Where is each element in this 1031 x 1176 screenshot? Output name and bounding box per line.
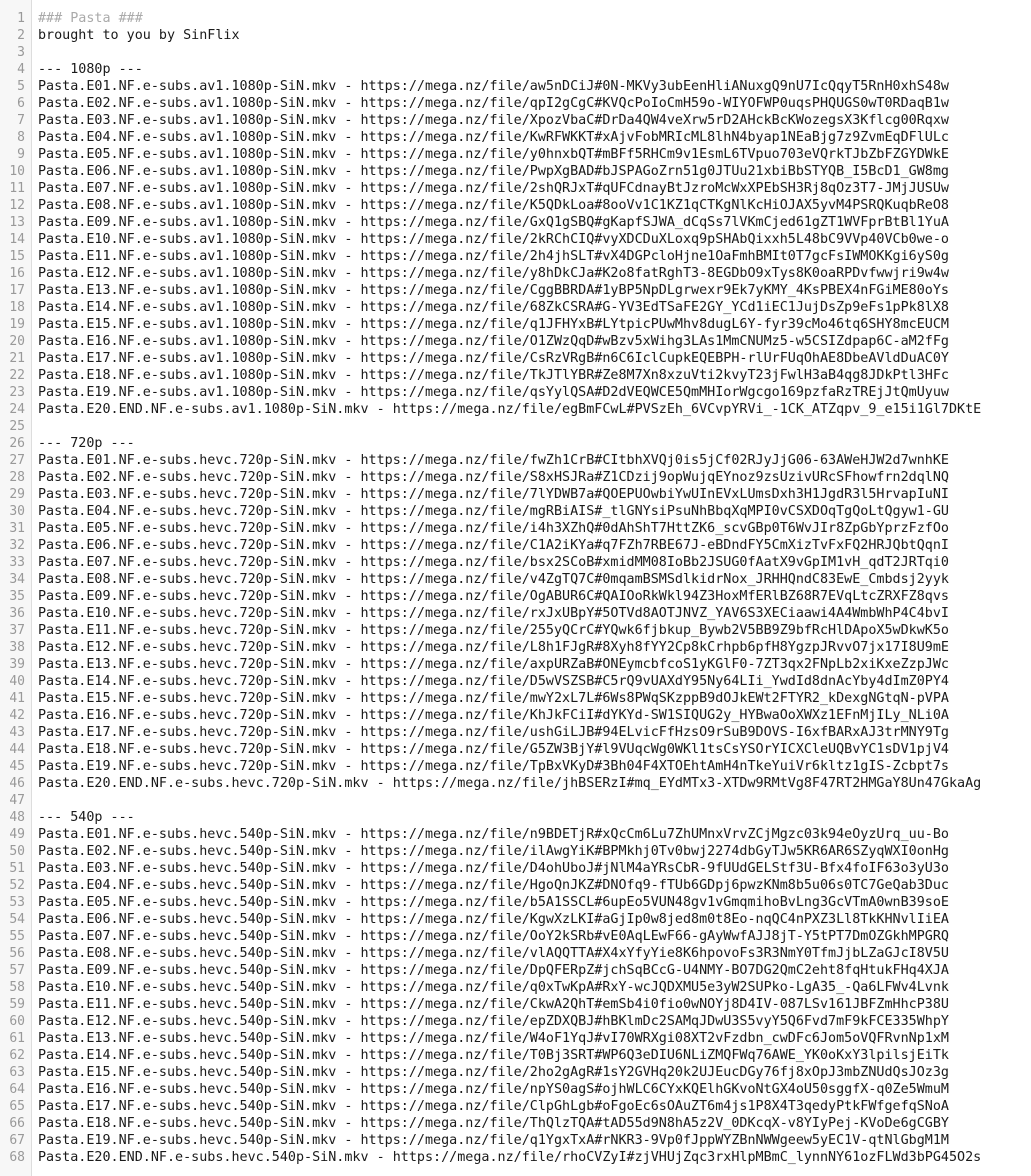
text-line[interactable]: Pasta.E03.NF.e-subs.av1.1080p-SiN.mkv - https://mega.nz/file/XpozVbaC#DrDa4QW4veXrw5rD2AHckBcKWozegsX3Kflcg00Rqxw — [38, 113, 949, 128]
line-number: 32 — [9, 538, 25, 553]
text-line[interactable]: Pasta.E11.NF.e-subs.hevc.540p-SiN.mkv - https://mega.nz/file/CkwA2QhT#emSb4i0fio0wNOYj8D4IV-087LSv161JBFZmHhcP38U — [38, 997, 949, 1012]
text-line[interactable]: Pasta.E01.NF.e-subs.av1.1080p-SiN.mkv - https://mega.nz/file/aw5nDCiJ#0N-MKVy3ubEenHliANuxgQ9nU7IcQqyT5RnH0xhS48w — [38, 79, 949, 94]
line-number: 24 — [9, 402, 25, 417]
line-number: 57 — [9, 963, 25, 978]
line-number: 15 — [9, 249, 25, 264]
text-line[interactable]: --- 720p --- — [38, 436, 135, 451]
text-line[interactable]: Pasta.E03.NF.e-subs.hevc.720p-SiN.mkv - https://mega.nz/file/7lYDWB7a#QOEPUOwbiYwUInEVxLUmsDxh3H1JgdR3l5HrvapIuNI — [38, 487, 949, 502]
line-number: 26 — [9, 436, 25, 451]
line-number: 19 — [9, 317, 25, 332]
text-line[interactable] — [38, 792, 1031, 809]
text-line[interactable]: Pasta.E09.NF.e-subs.hevc.540p-SiN.mkv - https://mega.nz/file/DpQFERpZ#jchSqBCcG-U4NMY-BO7DG2QmC2eht8fqHtukFHq4XJA — [38, 963, 949, 978]
text-line[interactable]: Pasta.E06.NF.e-subs.hevc.540p-SiN.mkv - https://mega.nz/file/KgwXzLKI#aGjIp0w8jed8m0t8Eo-nqQC4nPXZ3Ll8TkKHNvlIiEA — [38, 912, 949, 927]
text-line[interactable]: Pasta.E04.NF.e-subs.hevc.720p-SiN.mkv - https://mega.nz/file/mgRBiAIS#_tlGNYsiPsuNhBbqXqMPI0vCSXDOqTgQoLtQgyw1-GU — [38, 504, 949, 519]
text-line[interactable]: Pasta.E09.NF.e-subs.av1.1080p-SiN.mkv - https://mega.nz/file/GxQ1gSBQ#gKapfSJWA_dCqSs7lVKmCjed61gZT1WVFprBtBl1YuA — [38, 215, 949, 230]
line-number: 17 — [9, 283, 25, 298]
line-number: 54 — [9, 912, 25, 927]
line-number: 42 — [9, 708, 25, 723]
line-number: 66 — [9, 1116, 25, 1131]
line-number: 2 — [17, 28, 25, 43]
line-number: 1 — [17, 11, 25, 26]
line-number: 25 — [9, 419, 25, 434]
line-number: 18 — [9, 300, 25, 315]
text-line[interactable]: --- 540p --- — [38, 810, 135, 825]
text-line[interactable]: Pasta.E17.NF.e-subs.hevc.540p-SiN.mkv - https://mega.nz/file/ClpGhLgb#oFgoEc6sOAuZT6m4js1P8X4T3qedyPtkFWfgefqSNoA — [38, 1099, 949, 1114]
line-number: 64 — [9, 1082, 25, 1097]
text-content-area[interactable] — [32, 0, 1031, 1176]
line-number: 22 — [9, 368, 25, 383]
line-number: 50 — [9, 844, 25, 859]
text-line[interactable]: Pasta.E08.NF.e-subs.hevc.540p-SiN.mkv - https://mega.nz/file/vlAQQTTA#X4xYfyYie8K6hpovoFs3R3NmY0TfmJjbLZaGJcI8V5U — [38, 946, 949, 961]
text-line[interactable]: Pasta.E15.NF.e-subs.av1.1080p-SiN.mkv - https://mega.nz/file/q1JFHYxB#LYtpicPUwMhv8dugL6Y-fyr39cMo46tq6SHY8mcEUCM — [38, 317, 949, 332]
text-line[interactable]: Pasta.E04.NF.e-subs.hevc.540p-SiN.mkv - https://mega.nz/file/HgoQnJKZ#DNOfq9-fTUb6GDpj6pwzKNm8b5u06s0TC7GeQab3Duc — [38, 878, 949, 893]
text-line[interactable]: Pasta.E18.NF.e-subs.hevc.720p-SiN.mkv - https://mega.nz/file/G5ZW3BjY#l9VUqcWg0WKl1tsCsYSOrYICXCleUQBvYC1sDV1pjV4 — [38, 742, 949, 757]
text-line[interactable]: Pasta.E11.NF.e-subs.av1.1080p-SiN.mkv - https://mega.nz/file/2h4jhSLT#vX4DGPcloHjne1OaFmhBMIt0T7gcFsIWMOKKgi6yS0g — [38, 249, 949, 264]
text-line[interactable]: Pasta.E15.NF.e-subs.hevc.720p-SiN.mkv - https://mega.nz/file/mwY2xL7L#6Ws8PWqSKzppB9dOJkEWt2FTYR2_kDexgNGtqN-pVPA — [38, 691, 949, 706]
text-line[interactable]: Pasta.E20.END.NF.e-subs.av1.1080p-SiN.mkv - https://mega.nz/file/egBmFCwL#PVSzEh_6VCvpYRVi_-1CK_ATZqpv_9_e15i1Gl7DKtE — [38, 402, 982, 417]
text-line[interactable]: Pasta.E04.NF.e-subs.av1.1080p-SiN.mkv - https://mega.nz/file/KwRFWKKT#xAjvFobMRIcML8lhN4byap1NEaBjg7z9ZvmEqDFlULc — [38, 130, 949, 145]
line-number: 14 — [9, 232, 25, 247]
text-line[interactable]: Pasta.E12.NF.e-subs.hevc.540p-SiN.mkv - https://mega.nz/file/epZDXQBJ#hBKlmDc2SAMqJDwU3S5vyY5Q6Fvd7mF9kFCE335WhpY — [38, 1014, 949, 1029]
line-number: 60 — [9, 1014, 25, 1029]
line-number: 59 — [9, 997, 25, 1012]
line-number: 37 — [9, 623, 25, 638]
line-number: 13 — [9, 215, 25, 230]
line-number: 36 — [9, 606, 25, 621]
text-line[interactable]: Pasta.E18.NF.e-subs.hevc.540p-SiN.mkv - https://mega.nz/file/ThQlzTQA#tAD55d9N8hA5z2V_0DKcqX-v8YIyPej-KVoDe6gCGBY — [38, 1116, 949, 1131]
line-number: 27 — [9, 453, 25, 468]
line-number: 65 — [9, 1099, 25, 1114]
line-number: 53 — [9, 895, 25, 910]
text-line[interactable]: Pasta.E10.NF.e-subs.hevc.540p-SiN.mkv - https://mega.nz/file/q0xTwKpA#RxY-wcJQDXMU5e3yW2SUPko-LgA35_-Qa6LFWv4Lvnk — [38, 980, 949, 995]
text-line[interactable]: brought to you by SinFlix — [38, 28, 240, 43]
line-number: 62 — [9, 1048, 25, 1063]
line-number: 46 — [9, 776, 25, 791]
line-number: 34 — [9, 572, 25, 587]
text-line[interactable]: Pasta.E02.NF.e-subs.hevc.540p-SiN.mkv - https://mega.nz/file/ilAwgYiK#BPMkhj0Tv0bwj2274dbGyTJw5KR6AR6SZyqWXI0onHg — [38, 844, 949, 859]
line-number: 10 — [9, 164, 25, 179]
text-line[interactable]: Pasta.E16.NF.e-subs.hevc.720p-SiN.mkv - https://mega.nz/file/KhJkFCiI#dYKYd-SW1SIQUG2y_HYBwaOoXWXz1EFnMjILy_NLi0A — [38, 708, 949, 723]
text-line[interactable]: Pasta.E08.NF.e-subs.av1.1080p-SiN.mkv - https://mega.nz/file/K5QDkLoa#8ooVv1C1KZ1qCTKgNlKcHiOJAX5yvM4PSRQKuqbReO8 — [38, 198, 949, 213]
text-line[interactable]: Pasta.E13.NF.e-subs.av1.1080p-SiN.mkv - https://mega.nz/file/CggBBRDA#1yBP5NpDLgrwexr9Ek7yKMY_4KsPBEX4nFGiME80oYs — [38, 283, 949, 298]
line-number: 49 — [9, 827, 25, 842]
text-line[interactable]: Pasta.E17.NF.e-subs.av1.1080p-SiN.mkv - https://mega.nz/file/CsRzVRgB#n6C6IclCupkEQEBPH-rlUrFUqOhAE8DbeAVldDuAC0Y — [38, 351, 949, 366]
text-line[interactable]: Pasta.E13.NF.e-subs.hevc.720p-SiN.mkv - https://mega.nz/file/axpURZaB#ONEymcbfcoS1yKGlF0-7ZT3qx2FNpLb2xiKxeZzpJWc — [38, 657, 949, 672]
line-number: 52 — [9, 878, 25, 893]
line-number: 8 — [17, 130, 25, 145]
text-line[interactable]: Pasta.E20.END.NF.e-subs.hevc.720p-SiN.mkv - https://mega.nz/file/jhBSERzI#mq_EYdMTx3-XTDw9RMtVg8F47RT2HMGaY8Un47GkaAg — [38, 776, 982, 791]
line-number: 21 — [9, 351, 25, 366]
text-line[interactable]: Pasta.E14.NF.e-subs.hevc.720p-SiN.mkv - https://mega.nz/file/D5wVSZSB#C5rQ9vUAXdY95Ny64LIi_YwdId8dnAcYby4dImZ0PY4 — [38, 674, 949, 689]
text-line[interactable]: Pasta.E17.NF.e-subs.hevc.720p-SiN.mkv - https://mega.nz/file/ushGiLJB#94ELvicFfHzsO9rSuB9DOVS-I6xfBARxAJ3trMNY9Tg — [38, 725, 949, 740]
line-number: 63 — [9, 1065, 25, 1080]
text-line[interactable]: Pasta.E06.NF.e-subs.av1.1080p-SiN.mkv - https://mega.nz/file/PwpXgBAD#bJSPAGoZrn51g0JTUu21xbiBbSTYQB_I5BcD1_GW8mg — [38, 164, 949, 179]
line-number: 43 — [9, 725, 25, 740]
text-line[interactable]: Pasta.E19.NF.e-subs.hevc.540p-SiN.mkv - https://mega.nz/file/q1YgxTxA#rNKR3-9Vp0fJppWYZBnNWWgeew5yEC1V-qtNlGbgM1M — [38, 1133, 949, 1148]
text-line[interactable]: Pasta.E13.NF.e-subs.hevc.540p-SiN.mkv - https://mega.nz/file/W4oF1YqJ#vI70WRXgi08XT2vFzdbn_cwDFc6Jom5oVQFRvnNp1xM — [38, 1031, 949, 1046]
text-line[interactable]: Pasta.E03.NF.e-subs.hevc.540p-SiN.mkv - https://mega.nz/file/D4ohUboJ#jNlM4aYRsCbR-9fUUdGELStf3U-Bfx4foIF63o3yU3o — [38, 861, 949, 876]
line-number: 41 — [9, 691, 25, 706]
text-line[interactable]: Pasta.E09.NF.e-subs.hevc.720p-SiN.mkv - https://mega.nz/file/OgABUR6C#QAIOoRkWkl94Z3HoxMfERlBZ68R7EVqLtcZRXFZ8qvs — [38, 589, 949, 604]
text-line[interactable] — [38, 418, 1031, 435]
line-number: 20 — [9, 334, 25, 349]
text-line[interactable]: Pasta.E07.NF.e-subs.hevc.720p-SiN.mkv - https://mega.nz/file/bsx2SCoB#xmidMM08IoBb2JSUG0fAatX9vGpIM1vH_qdT2JRTqi0 — [38, 555, 949, 570]
line-number: 55 — [9, 929, 25, 944]
line-number: 67 — [9, 1133, 25, 1148]
line-number: 33 — [9, 555, 25, 570]
text-line[interactable]: Pasta.E12.NF.e-subs.av1.1080p-SiN.mkv - https://mega.nz/file/y8hDkCJa#K2o8fatRghT3-8EGDbO9xTys8K0oaRPDvfwwjri9w4w — [38, 266, 949, 281]
text-line[interactable]: --- 1080p --- — [38, 62, 143, 77]
line-number: 23 — [9, 385, 25, 400]
text-line[interactable]: Pasta.E06.NF.e-subs.hevc.720p-SiN.mkv - https://mega.nz/file/C1A2iKYa#q7FZh7RBE67J-eBDndFY5CmXizTvFxFQ2HRJQbtQqnI — [38, 538, 949, 553]
text-line[interactable]: Pasta.E16.NF.e-subs.av1.1080p-SiN.mkv - https://mega.nz/file/O1ZWzQqD#wBzv5xWihg3LAs1MmCNUMz5-w5CSIZdpap6C-aM2fFg — [38, 334, 949, 349]
line-number: 16 — [9, 266, 25, 281]
text-line[interactable]: Pasta.E18.NF.e-subs.av1.1080p-SiN.mkv - https://mega.nz/file/TkJTlYBR#Ze8M7Xn8xzuVti2kvyT23jFwlH3aB4qg8JDkPtl3HFc — [38, 368, 949, 383]
text-line[interactable]: Pasta.E10.NF.e-subs.av1.1080p-SiN.mkv - https://mega.nz/file/2kRChCIQ#vyXDCDuXLoxq9pSHAbQixxh5L48bC9VVp40VCb0we-o — [38, 232, 949, 247]
text-line[interactable]: Pasta.E07.NF.e-subs.hevc.540p-SiN.mkv - https://mega.nz/file/OoY2kSRb#vE0AqLEwF66-gAyWwfAJJ8jT-Y5tPT7DmOZGkhMPGRQ — [38, 929, 949, 944]
line-number: 61 — [9, 1031, 25, 1046]
text-line[interactable]: Pasta.E14.NF.e-subs.av1.1080p-SiN.mkv - https://mega.nz/file/68ZkCSRA#G-YV3EdTSaFE2GY_YCd1iEC1JujDsZp9eFs1pPk8lX8 — [38, 300, 949, 315]
text-line[interactable]: Pasta.E05.NF.e-subs.av1.1080p-SiN.mkv - https://mega.nz/file/y0hnxbQT#mBFf5RHCm9v1EsmL6TVpuo703eVQrkTJbZbFZGYDWkE — [38, 147, 949, 162]
line-number: 51 — [9, 861, 25, 876]
text-line[interactable]: Pasta.E08.NF.e-subs.hevc.720p-SiN.mkv - https://mega.nz/file/v4ZgTQ7C#0mqamBSMSdlkidrNox_JRHHQndC83EwE_Cmbdsj2yyk — [38, 572, 949, 587]
line-number: 44 — [9, 742, 25, 757]
line-number: 48 — [9, 810, 25, 825]
text-line[interactable]: Pasta.E01.NF.e-subs.hevc.540p-SiN.mkv - https://mega.nz/file/n9BDETjR#xQcCm6Lu7ZhUMnxVrvZCjMgzc03k94eOyzUrq_uu-Bo — [38, 827, 949, 842]
text-line[interactable]: Pasta.E10.NF.e-subs.hevc.720p-SiN.mkv - https://mega.nz/file/rxJxUBpY#5OTVd8AOTJNVZ_YAV6S3XECiaawi4A4WmbWhP4C4bvI — [38, 606, 949, 621]
line-number: 30 — [9, 504, 25, 519]
line-number: 39 — [9, 657, 25, 672]
text-line[interactable]: Pasta.E19.NF.e-subs.hevc.720p-SiN.mkv - https://mega.nz/file/TpBxVKyD#3Bh04F4XTOEhtAmH4nTkeYuiVr6kltz1gIS-Zcbpt7s — [38, 759, 949, 774]
line-number: 7 — [17, 113, 25, 128]
text-line[interactable] — [38, 44, 1031, 61]
text-line[interactable]: Pasta.E01.NF.e-subs.hevc.720p-SiN.mkv - https://mega.nz/file/fwZh1CrB#CItbhXVQj0is5jCf02RJyJjG06-63AWeHJW2d7wnhKE — [38, 453, 949, 468]
text-line[interactable]: Pasta.E07.NF.e-subs.av1.1080p-SiN.mkv - https://mega.nz/file/2shQRJxT#qUFCdnayBtJzroMcWxXPEbSH3Rj8qOz3T7-JMjJUSUw — [38, 181, 949, 196]
line-number: 38 — [9, 640, 25, 655]
line-number: 4 — [17, 62, 25, 77]
text-line[interactable]: Pasta.E02.NF.e-subs.hevc.720p-SiN.mkv - https://mega.nz/file/S8xHSJRa#Z1CDzij9opWujqEYnoz9zsUzivURcSFhowfrn2dqlNQ — [38, 470, 949, 485]
text-line[interactable]: Pasta.E14.NF.e-subs.hevc.540p-SiN.mkv - https://mega.nz/file/T0Bj3SRT#WP6Q3eDIU6NLiZMQFWq76AWE_YK0oKxY3lpilsjEiTk — [38, 1048, 949, 1063]
line-number: 45 — [9, 759, 25, 774]
line-number: 28 — [9, 470, 25, 485]
line-number: 9 — [17, 147, 25, 162]
line-number: 56 — [9, 946, 25, 961]
line-number: 12 — [9, 198, 25, 213]
text-line[interactable]: ### Pasta ### — [38, 11, 143, 26]
text-line[interactable]: Pasta.E02.NF.e-subs.av1.1080p-SiN.mkv - https://mega.nz/file/qpI2gCgC#KVQcPoIoCmH59o-WIYOFWP0uqsPHQUGS0wT0RDaqB1w — [38, 96, 949, 111]
line-number: 68 — [9, 1150, 25, 1165]
text-line[interactable]: Pasta.E11.NF.e-subs.hevc.720p-SiN.mkv - https://mega.nz/file/255yQCrC#YQwk6fjbkup_Bywb2V5BB9Z9bfRcHlDApoX5wDkwK5o — [38, 623, 949, 638]
line-number: 47 — [9, 793, 25, 808]
line-number: 29 — [9, 487, 25, 502]
line-number: 35 — [9, 589, 25, 604]
line-number: 40 — [9, 674, 25, 689]
line-number: 5 — [17, 79, 25, 94]
line-number: 31 — [9, 521, 25, 536]
line-number: 58 — [9, 980, 25, 995]
text-line[interactable]: Pasta.E20.END.NF.e-subs.hevc.540p-SiN.mkv - https://mega.nz/file/rhoCVZyI#zjVHUjZqc3rxHlpMBmC_lynnNY61ozFLWd3bPG45O2s — [38, 1150, 982, 1165]
line-number-gutter — [0, 0, 32, 1176]
line-number: 6 — [17, 96, 25, 111]
text-line[interactable]: Pasta.E15.NF.e-subs.hevc.540p-SiN.mkv - https://mega.nz/file/2ho2gAgR#1sY2GVHq20k2UJEucDGy76fj8xOpJ3mbZNUdQsJOz3g — [38, 1065, 949, 1080]
text-line[interactable]: Pasta.E16.NF.e-subs.hevc.540p-SiN.mkv - https://mega.nz/file/npYS0agS#ojhWLC6CYxKQElhGKvoNtGX4oU50sggfX-q0Ze5WmuM — [38, 1082, 949, 1097]
text-line[interactable]: Pasta.E12.NF.e-subs.hevc.720p-SiN.mkv - https://mega.nz/file/L8h1FJgR#8Xyh8fYY2Cp8kCrhpb6pfH8YgzpJRvvO7jx17I8U9mE — [38, 640, 949, 655]
text-line[interactable]: Pasta.E05.NF.e-subs.hevc.720p-SiN.mkv - https://mega.nz/file/i4h3XZhQ#0dAhShT7HttZK6_scvGBp0T6WvJIr8ZpGbYprzFzfOo — [38, 521, 949, 536]
text-line[interactable]: Pasta.E19.NF.e-subs.av1.1080p-SiN.mkv - https://mega.nz/file/qsYylQSA#D2dVEQWCE5QmMHIorWgcgo169pzfaRzTREjJtQmUyuw — [38, 385, 949, 400]
line-number: 3 — [17, 45, 25, 60]
line-number: 11 — [9, 181, 25, 196]
text-line[interactable]: Pasta.E05.NF.e-subs.hevc.540p-SiN.mkv - https://mega.nz/file/b5A1SSCL#6upEo5VUN48gv1vGmqmihoBvLng3GcVTmA0wnB39soE — [38, 895, 949, 910]
